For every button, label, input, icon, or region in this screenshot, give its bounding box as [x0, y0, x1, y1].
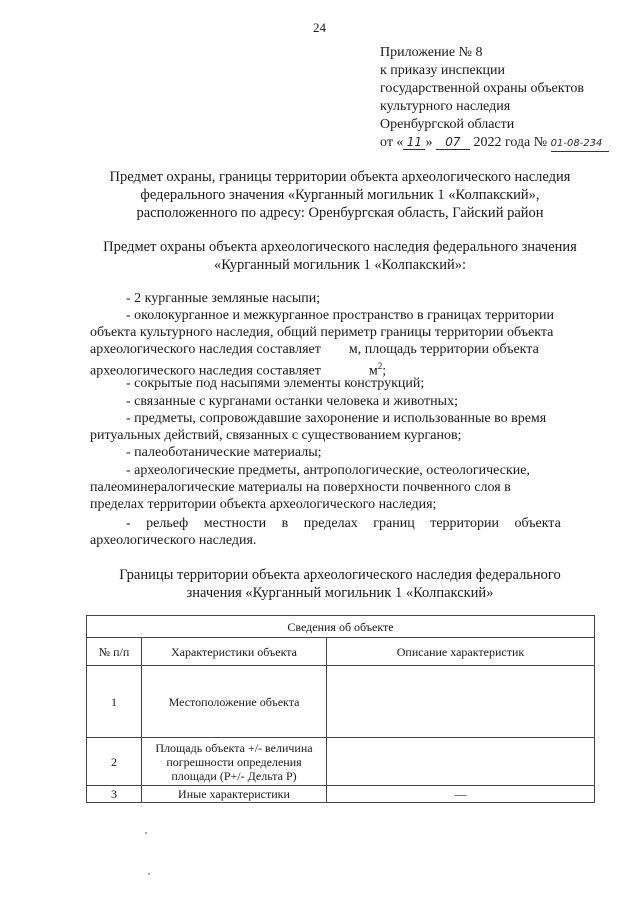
unit-superscript: 2 [377, 361, 383, 371]
handwritten-month: 07 [436, 135, 470, 150]
subject-title [60, 238, 620, 274]
table-cell-desc [327, 666, 595, 738]
subject-title-line: «Курганный могильник 1 «Колпакский»: [213, 257, 467, 273]
list-item-text: - 2 курганные земляные насыпи; [126, 291, 321, 306]
page-number: 24 [313, 20, 326, 35]
title-line: федерального значения «Курганный могильник 1 «Колпакский», [140, 187, 540, 203]
list-item-text: - связанные с курганами останки человека и животных; [126, 394, 458, 409]
subject-title-line: Предмет охраны объекта археологического наследия федерального значения [103, 239, 577, 255]
list-item [90, 410, 595, 444]
table-header: № п/п [87, 638, 142, 666]
table-cell-num: 1 [87, 666, 142, 738]
title-line: Предмет охраны, границы территории объекта археологического наследия [109, 169, 571, 185]
table-cell-desc [327, 738, 595, 786]
table-cell-char: Площадь объекта +/- величина погрешности определения площади (Р+/- Дельта Р) [142, 738, 327, 786]
scan-speck [145, 832, 147, 834]
list-item [90, 307, 595, 380]
date-prefix: от « [380, 135, 404, 150]
object-info-table [86, 615, 595, 803]
boundaries-title-line: Границы территории объекта археологического наследия федерального [119, 567, 561, 583]
title-line: расположенного по адресу: Оренбургская область, Гайский район [136, 205, 544, 221]
list-item-text: палеоминералогические материалы на поверхности почвенного слоя в [90, 480, 511, 495]
table-cell-char: Местоположение объекта [142, 666, 327, 738]
date-quote: » [425, 135, 433, 150]
list-item-text: - археологические предметы, антропологические, остеологические, [126, 463, 530, 478]
table-cell-char: Иные характеристики [142, 786, 327, 803]
appendix-header [380, 44, 609, 152]
table-row [87, 738, 595, 786]
appendix-line: культурного наследия [380, 99, 511, 114]
table-cell-num: 3 [87, 786, 142, 803]
list-item [90, 515, 595, 549]
document-title [60, 168, 620, 222]
list-item-text: - рельеф местности в пределах границ территории объекта [126, 516, 561, 531]
list-item-text: ; [382, 363, 387, 379]
list-item-text: - палеоботанические материалы; [126, 445, 322, 460]
date-year: 2022 года № [473, 135, 548, 150]
list-item-text: пределах территории объекта археологического наследия; [90, 497, 437, 512]
list-item-text: археологического наследия составляет м, площадь территории объекта [90, 342, 539, 357]
list-item [90, 462, 595, 513]
unit-label: м [368, 363, 378, 379]
list-item [90, 290, 595, 307]
list-item-text: - околокурганное и межкурганное пространство в границах территории [126, 308, 555, 323]
list-item-text: - предметы, сопровождавшие захоронение и использованные во время [126, 411, 547, 426]
list-item-text: объекта культурного наследия, общий периметр границы территории объекта [90, 325, 554, 340]
appendix-title: Приложение № 8 [380, 45, 483, 60]
list-item [90, 375, 595, 392]
table-row [87, 666, 595, 738]
table-caption: Сведения об объекте [87, 616, 595, 638]
table-header: Описание характеристик [327, 638, 595, 666]
table-cell-num: 2 [87, 738, 142, 786]
list-item [90, 393, 595, 410]
scan-speck [148, 873, 150, 875]
table-cell-desc: — [327, 786, 595, 803]
list-item-text: ритуальных действий, связанных с существованием курганов; [90, 428, 462, 443]
list-item-text: археологического наследия составляет [90, 363, 321, 379]
table-row [87, 786, 595, 803]
appendix-line: Оренбургской области [380, 117, 515, 132]
appendix-line: к приказу инспекции [380, 63, 506, 78]
boundaries-title [60, 566, 620, 602]
handwritten-day: 11 [403, 135, 425, 150]
order-date-line [380, 134, 609, 152]
table-header: Характеристики объекта [142, 638, 327, 666]
list-item [90, 444, 595, 461]
boundaries-title-line: значения «Курганный могильник 1 «Колпакский» [186, 585, 494, 601]
list-item-text: - сокрытые под насыпями элементы конструкций; [126, 376, 425, 391]
appendix-line: государственной охраны объектов [380, 81, 584, 96]
handwritten-order-number: 01-08-234 [551, 137, 609, 152]
list-item-text: археологического наследия. [90, 533, 257, 548]
